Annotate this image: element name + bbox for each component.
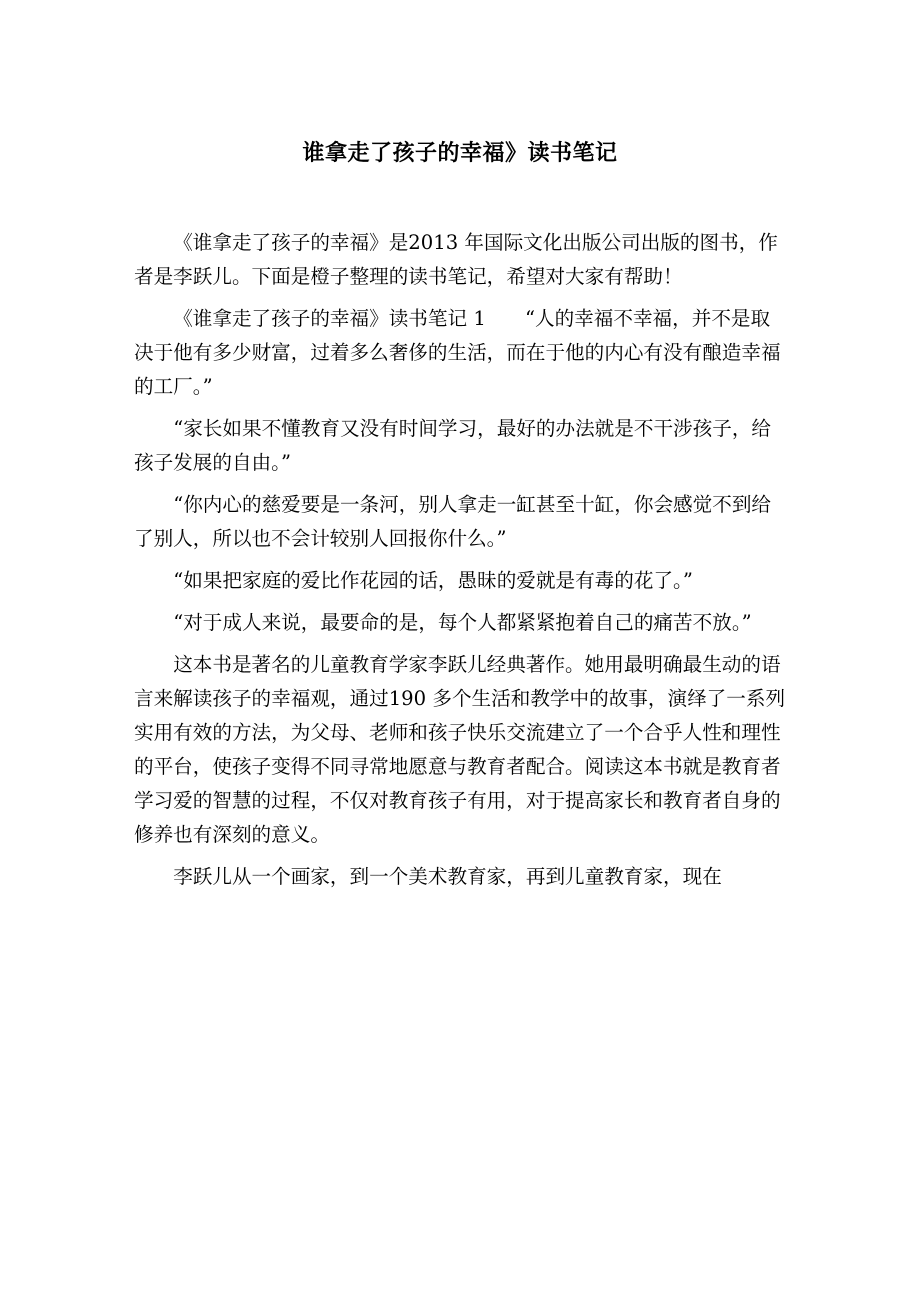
paragraph-quote-love-river: “你内心的慈爱要是一条河，别人拿走一缸甚至十缸，你会感觉不到给了别人，所以也不会计较别人回报你什么。” (134, 493, 772, 550)
paragraph-quote-adults: “对于成人来说，最要命的是，每个人都紧紧抱着自己的痛苦不放。” (173, 611, 752, 634)
paragraph-quote-parents: “家长如果不懂教育又没有时间学习，最好的办法就是不干涉孩子，给孩子发展的自由。” (134, 417, 772, 474)
paragraph-note-1: 《谁拿走了孩子的幸福》读书笔记 1 “人的幸福不幸福，并不是取决于他有多少财富，过着多么奢侈的生活，而在于他的内心有没有酿造幸福的工厂。” (134, 307, 781, 398)
paragraph-book-summary: 这本书是著名的儿童教育学家李跃儿经典著作。她用最明确最生动的语言来解读孩子的幸福观，通过190 多个生活和教学中的故事，演绎了一系列实用有效的方法，为父母、老师和孩子快乐交流建立了一个合乎人性和理性的平台，使孩子变得不同寻常地愿意与教育者配合。阅读这本书就是教育者学习爱的智慧的过程，不仅对教育孩子有用，对于提高家长和教育者自身的修养也有深刻的意义。 (134, 653, 786, 846)
paragraph-quote-garden: “如果把家庭的爱比作花园的话，愚昧的爱就是有毒的花了。” (173, 569, 693, 592)
paragraph-author-bio: 李跃儿从一个画家，到一个美术教育家，再到儿童教育家，现在 (173, 865, 722, 888)
paragraph-intro: 《谁拿走了孩子的幸福》是2013 年国际文化出版公司出版的图书，作者是李跃儿。下面是橙子整理的读书笔记，希望对大家有帮助！ (134, 231, 778, 288)
document-body (134, 226, 788, 894)
document-title: 谁拿走了孩子的幸福》读书笔记 (302, 141, 618, 166)
